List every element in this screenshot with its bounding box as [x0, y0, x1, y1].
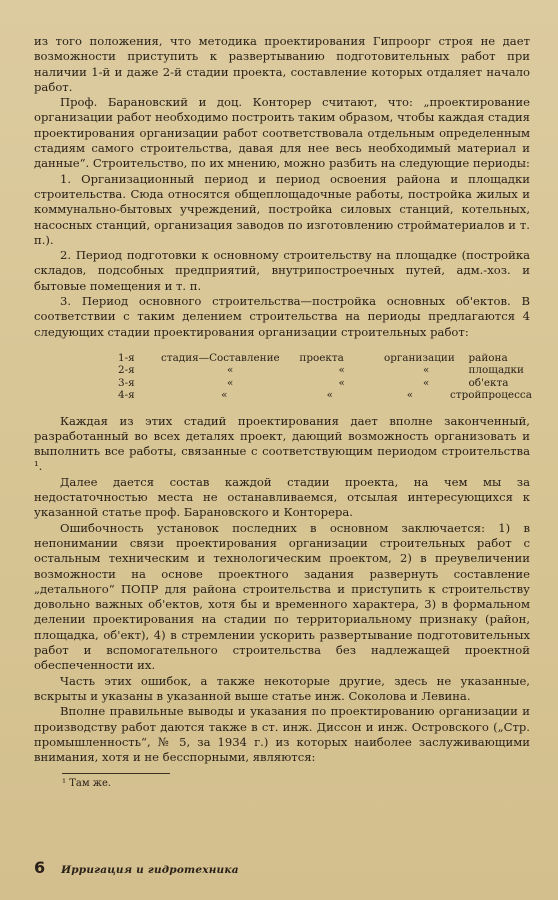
stage-col4: площадки — [468, 364, 524, 377]
stage-col1: « — [227, 364, 234, 377]
stage-col3: « — [423, 376, 430, 389]
paragraph-3: 1. Организационный период и период освоения района и площадки строительства. Сюда относятся общеплощадочные работы, постройка жилых и коммунально-бытовых учреждений, постройка силовых станций, котельных, насосных станций, организация заводов по изготовлению стройматериалов и т. п.). — [34, 171, 530, 247]
stage-col2: « — [338, 364, 345, 377]
journal-title: Ирригация и гидротехника — [61, 864, 239, 876]
body-text-bottom — [34, 414, 530, 766]
paragraph-7: Далее дается состав каждой стадии проекта, на чем мы за недостаточностью места не останавливаемся, отсылая интересующихся к указанной статье проф. Барановского и Конторера. — [34, 474, 530, 520]
stage-col4: стройпроцесса — [450, 389, 532, 402]
paragraph-8: Ошибочность установок последних в основном заключается: 1) в непонимании связи проектирования организации строительных работ с остальным техническим и технологическим проектом, 2) в преувеличении возможности на основе проектного задания развернуть составление „детального“ ПОПР для района строительства и приступить к строительству довольно важных об'ектов, хотя бы и временного характера, 3) в формальном делении проектирования на стадии по территориальному признаку (район, площадка, об'ект), 4) в стремлении ускорить развертывание подготовительных работ и вспомогательного строительства без надлежащей проектной обеспеченности их. — [34, 520, 530, 673]
stage-number: 2-я — [118, 364, 135, 377]
stage-col3: организации — [383, 351, 455, 364]
stage-row — [118, 377, 530, 389]
stage-col1: « — [227, 376, 234, 389]
stage-col2: проекта — [299, 351, 344, 364]
page-footer — [34, 858, 239, 877]
footnote-divider — [62, 773, 170, 774]
paragraph-6: Каждая из этих стадий проектирования дает вполне законченный, разработанный во всех деталях проект, дающий возможность организовать и выполнить все работы, связанные с соответствующим периодом строительства ¹. — [34, 413, 530, 474]
stage-row — [118, 364, 530, 376]
stage-number: 3-я — [118, 376, 135, 389]
stage-row — [118, 352, 530, 364]
stage-col1: « — [221, 389, 228, 402]
stages-list — [118, 352, 530, 402]
stage-col2: « — [326, 389, 334, 402]
stage-row — [118, 389, 530, 401]
page-number: 6 — [34, 858, 46, 877]
paragraph-5: 3. Период основного строительства—постройка основных об'ектов. В соответствии с таким делением строительства на периоды предлагаются 4 следующих стадии проектирования организации строительных работ: — [34, 294, 530, 339]
stage-col3: « — [423, 364, 430, 377]
stage-col4: района — [468, 351, 508, 364]
footnote: ¹ Там же. — [62, 778, 112, 790]
stage-col1: стадия—Составление — [161, 351, 280, 364]
stage-col4: об'екта — [468, 376, 509, 389]
stage-col3: « — [406, 389, 414, 402]
stage-number: 4-я — [118, 389, 135, 402]
paragraph-1: из того положения, что методика проектирования Гипроорг строя не дает возможности приступить к развертыванию подготовительных работ при наличии 1-й и даже 2-й стадии проекта, составление которых отдаляет начало работ. — [34, 34, 530, 94]
paragraph-2: Проф. Барановский и доц. Конторер считают, что: „проектирование организации работ необходимо построить таким образом, чтобы каждая стадия проектирования организации работ соответствовала отдельным определенным стадиям самого строительства, давая для нее весь необходимый материал и данные“. Строительство, по их мнению, можно разбить на следующие периоды: — [34, 95, 530, 171]
paragraph-9: Часть этих ошибок, а также некоторые другие, здесь не указанные, вскрыты и указаны в указанной выше статье инж. Соколова и Левина. — [34, 673, 530, 703]
paragraph-10: Вполне правильные выводы и указания по проектированию организации и производству работ даются также в ст. инж. Диссон и инж. Островского („Стр. промышленность“, № 5, за 1934 г.) из которых наиболее заслуживающими внимания, хотя и не бесспорными, являются: — [34, 704, 530, 765]
stage-col2: « — [338, 376, 345, 389]
stage-number: 1-я — [118, 351, 135, 364]
body-text-top — [34, 34, 530, 340]
paragraph-4: 2. Период подготовки к основному строительству на площадке (постройка складов, подсобных предприятий, внутрипостроечных путей, адм.-хоз. и бытовые помещения и т. п. — [34, 248, 530, 293]
